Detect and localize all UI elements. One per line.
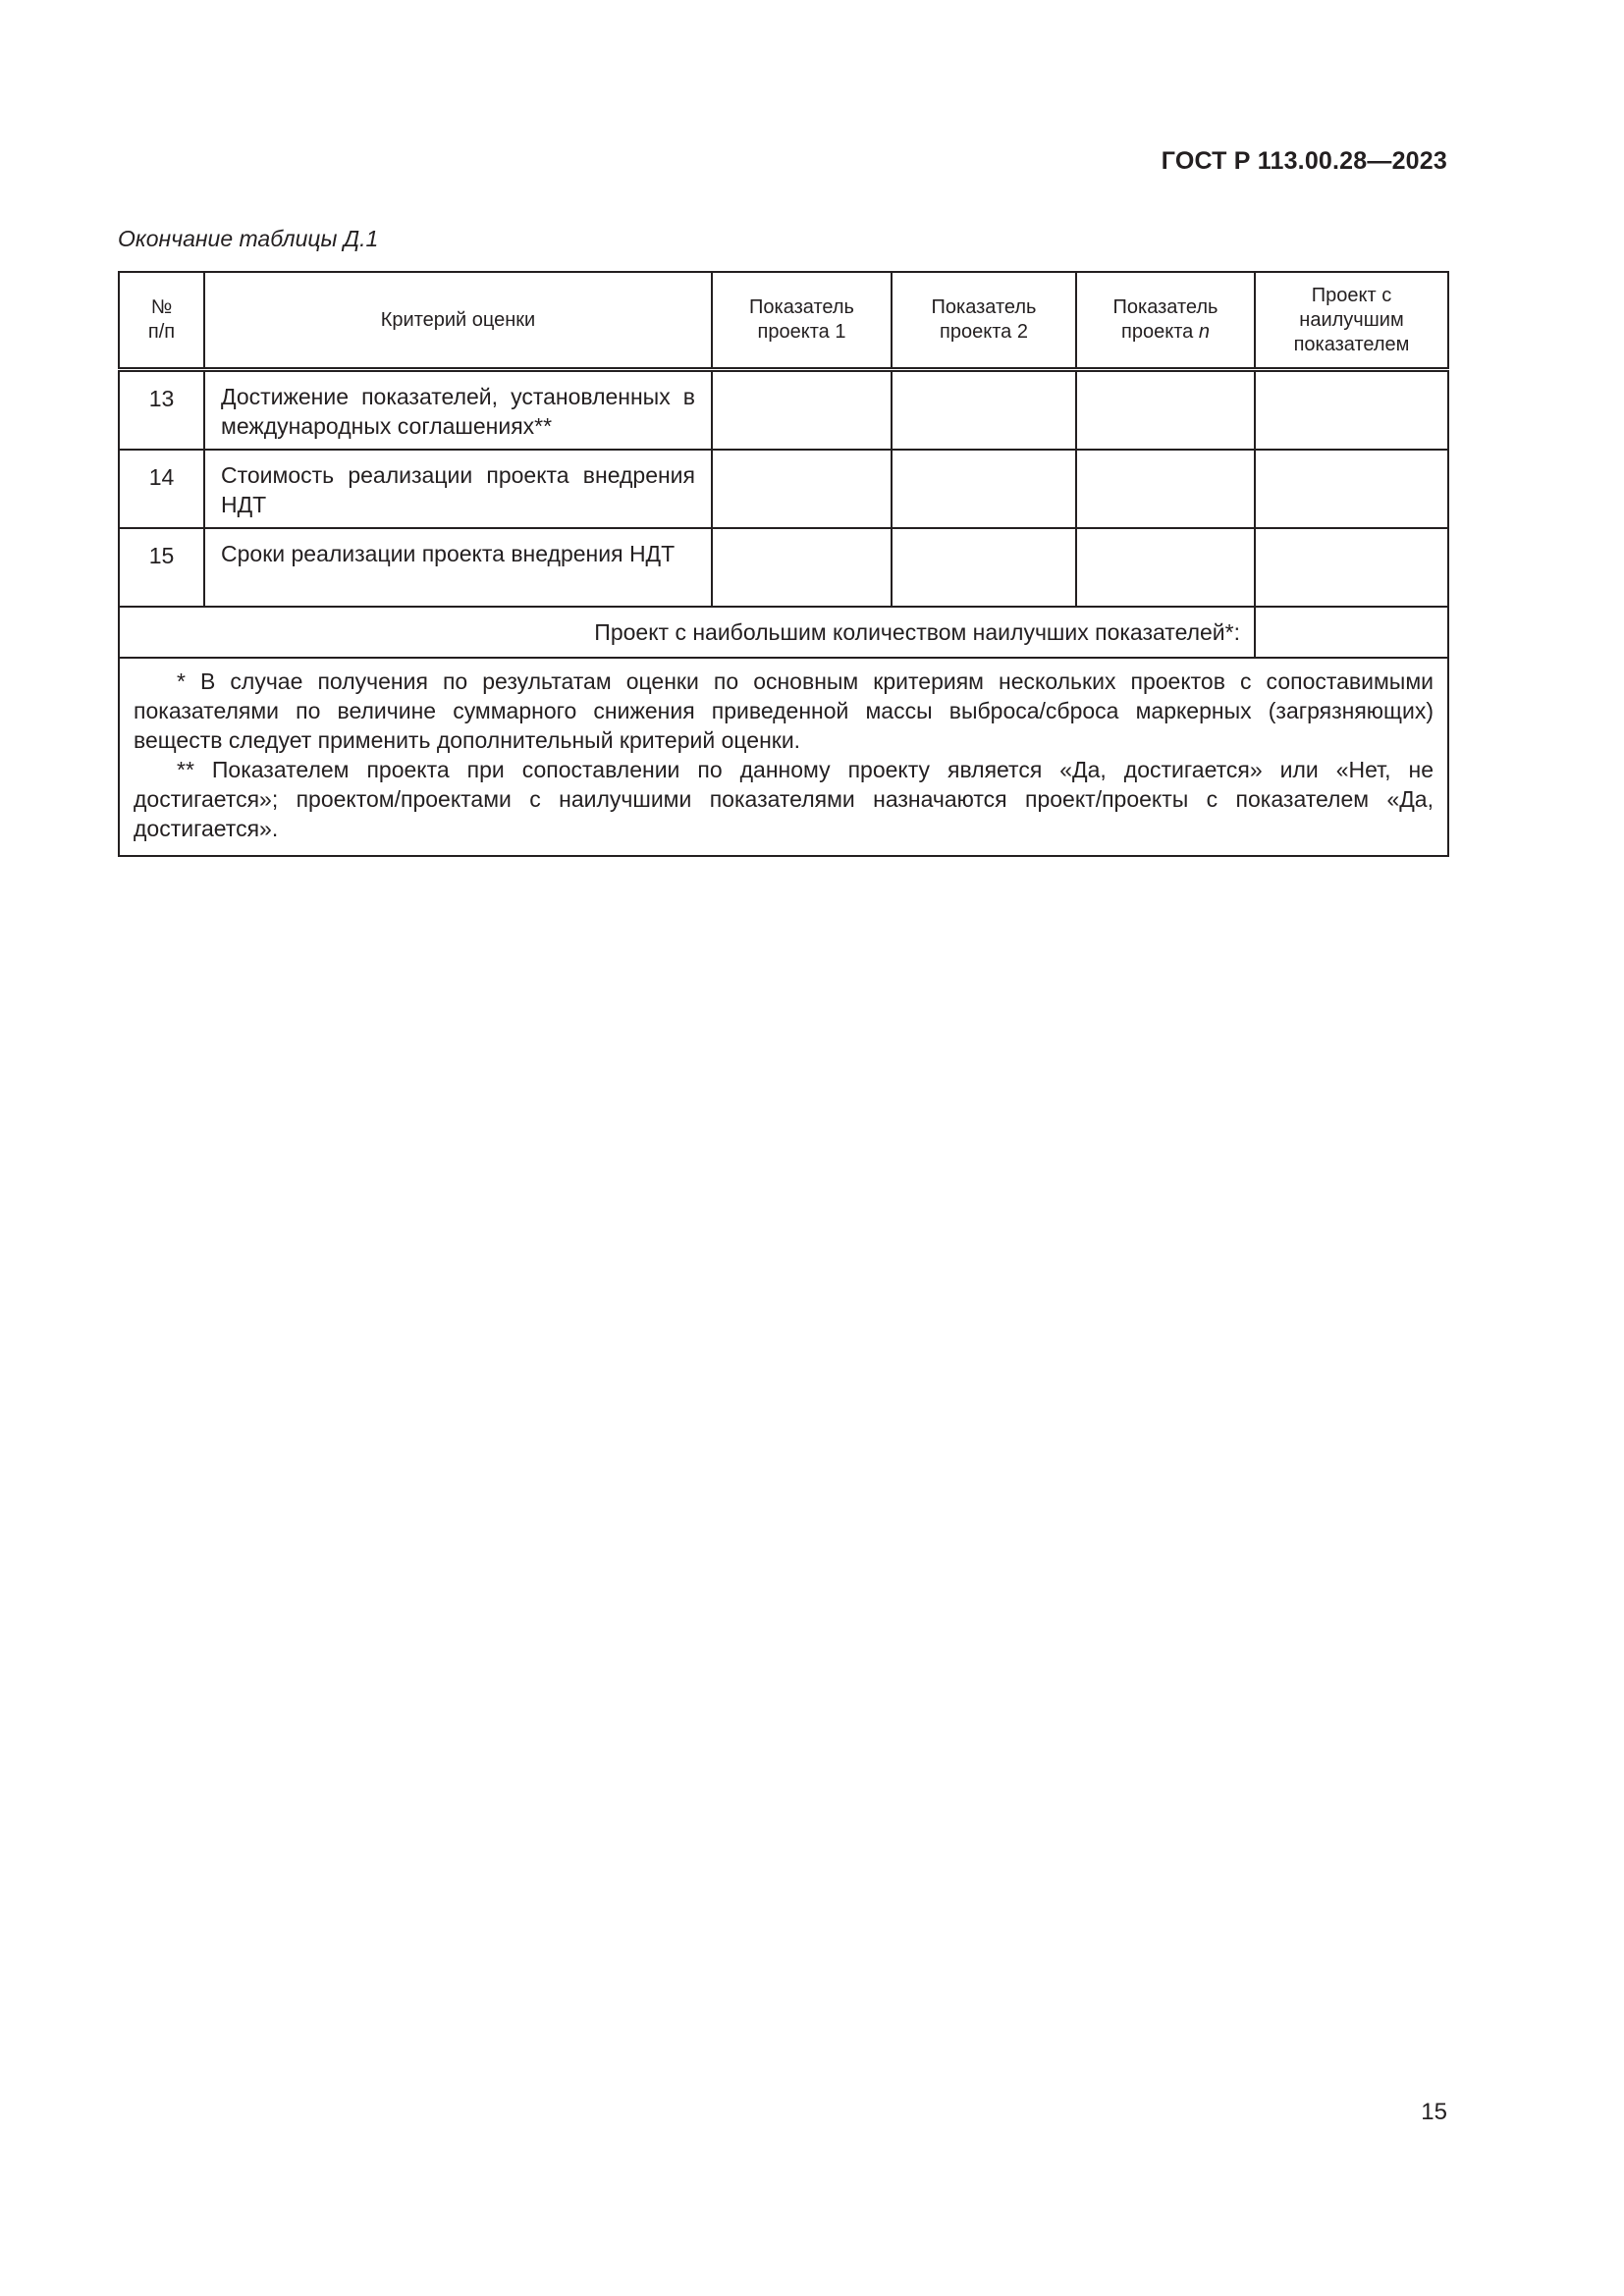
table-footnotes — [119, 658, 1448, 856]
cell-project-2 — [892, 370, 1076, 451]
page-number: 15 — [1421, 2099, 1447, 2125]
cell-best-project — [1255, 528, 1448, 607]
row-number: 14 — [119, 450, 204, 528]
col-header-criterion: Критерий оценки — [204, 272, 712, 370]
document-code: ГОСТ Р 113.00.28—2023 — [1161, 147, 1447, 175]
table-caption: Окончание таблицы Д.1 — [118, 226, 379, 251]
row-number: 15 — [119, 528, 204, 607]
cell-project-1 — [712, 370, 892, 451]
cell-project-2 — [892, 528, 1076, 607]
footnote-2: ** Показателем проекта при сопоставлении по данному проекту является «Да, достигается» или «Нет, не достигается»; проектом/проектами с наилучшими показателями назначаются проект/проекты с показателем «Да, достигается». — [134, 757, 1434, 841]
cell-best-project — [1255, 450, 1448, 528]
col-header-project-1: Показатель проекта 1 — [712, 272, 892, 370]
table-row — [119, 450, 1448, 528]
summary-label: Проект с наибольшим количеством наилучших показателей*: — [119, 607, 1255, 658]
criteria-table — [118, 271, 1449, 857]
footnote-1: * В случае получения по результатам оценки по основным критериям нескольких проектов с сопоставимыми показателями по величине суммарного снижения приведенной массы выброса/сброса маркерных (загрязняющих) веществ следует применить дополнительный критерий оценки. — [134, 668, 1434, 753]
cell-project-n — [1076, 370, 1255, 451]
row-criterion: Стоимость реализации проекта внедрения НДТ — [204, 450, 712, 528]
row-criterion: Сроки реализации проекта внедрения НДТ — [204, 528, 712, 607]
col-header-project-2: Показатель проекта 2 — [892, 272, 1076, 370]
notes-row — [119, 658, 1448, 856]
col-header-best-project: Проект с наилучшим показателем — [1255, 272, 1448, 370]
row-number: 13 — [119, 370, 204, 451]
cell-project-n — [1076, 528, 1255, 607]
table-row — [119, 370, 1448, 451]
cell-project-1 — [712, 528, 892, 607]
cell-project-2 — [892, 450, 1076, 528]
summary-row — [119, 607, 1448, 658]
row-criterion: Достижение показателей, установленных в международных соглашениях** — [204, 370, 712, 451]
cell-project-1 — [712, 450, 892, 528]
col-header-project-n: Показатель проекта n — [1076, 272, 1255, 370]
cell-best-project — [1255, 370, 1448, 451]
cell-project-n — [1076, 450, 1255, 528]
col-header-number: № п/п — [119, 272, 204, 370]
table-row — [119, 528, 1448, 607]
table-header-row — [119, 272, 1448, 370]
summary-value-cell — [1255, 607, 1448, 658]
